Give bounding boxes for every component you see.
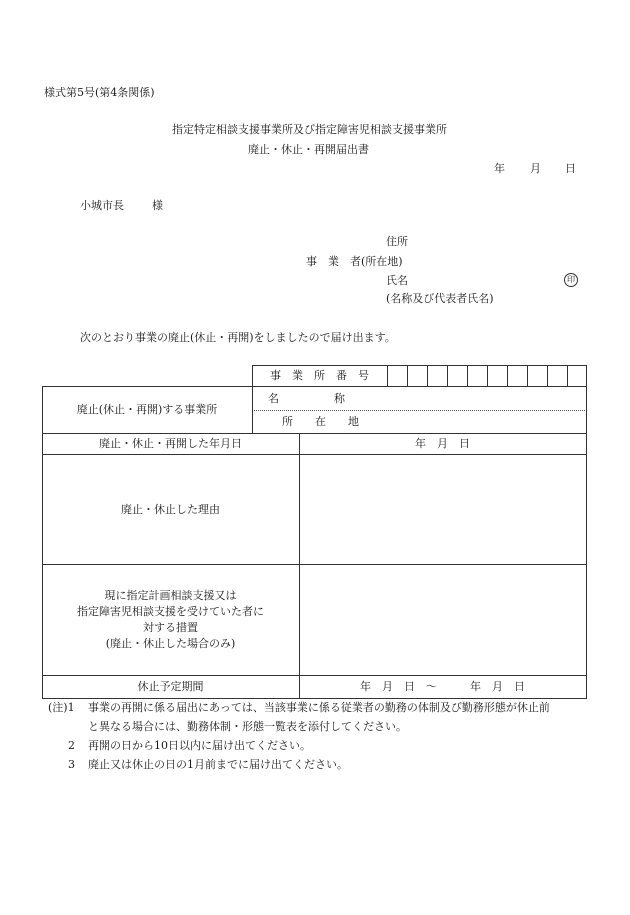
digit-box-divider <box>427 365 428 386</box>
reason-value-cell[interactable] <box>299 454 586 564</box>
date-row-label-cell <box>42 433 299 454</box>
office-section-label: 廃止(休止・再開)する事業所 <box>76 403 218 416</box>
note-3-number: 3 <box>68 758 75 771</box>
addressee-name: 小城市長 <box>80 199 124 212</box>
office-location-cell <box>282 410 586 433</box>
digit-box-divider <box>547 365 548 386</box>
note-2-text: 再開の日から10日以内に届け出てください。 <box>88 739 311 752</box>
digit-box-divider <box>507 365 508 386</box>
title-line-2: 廃止・休止・再開届出書 <box>248 143 369 156</box>
measures-value-cell[interactable] <box>299 564 586 675</box>
name-label: 氏名 <box>386 274 408 287</box>
seal-mark: 印 <box>564 273 578 287</box>
note-2-number: 2 <box>68 739 75 752</box>
office-number-label: 事 業 所 番 号 <box>270 369 369 382</box>
suspension-period-label-cell <box>42 675 299 698</box>
name-note: (名称及び代表者氏名) <box>386 292 494 305</box>
suspension-period-value-cell <box>299 675 586 698</box>
office-name-cell <box>268 386 586 410</box>
suspension-period-label: 休止予定期間 <box>137 680 204 693</box>
date-row-value-cell <box>299 433 586 454</box>
addressee-honorific: 様 <box>152 199 163 212</box>
digit-box-divider <box>567 365 568 386</box>
digit-box-divider <box>447 365 448 386</box>
notes-prefix: (注)1 <box>48 701 75 714</box>
reason-label: 廃止・休止した理由 <box>121 502 220 516</box>
measures-label-cell <box>42 564 299 675</box>
intro-text: 次のとおり事業の廃止(休止・再開)をしましたので届け出ます。 <box>80 331 396 344</box>
date-year-label: 年 <box>494 162 505 175</box>
office-section-label-cell <box>42 386 252 433</box>
operator-label: 事 業 者(所在地) <box>306 255 403 268</box>
digit-box-divider <box>387 365 388 386</box>
notification-form-table <box>42 365 587 699</box>
title-line-1: 指定特定相談支援事業所及び指定障害児相談支援事業所 <box>172 123 447 136</box>
digit-box-divider <box>487 365 488 386</box>
digit-box-divider <box>527 365 528 386</box>
rule-bottom <box>42 698 587 699</box>
address-label: 住所 <box>386 235 408 248</box>
date-day-label: 日 <box>565 162 576 175</box>
measures-label: 現に指定計画相談支援又は 指定障害児相談支援を受けていた者に 対する措置 (廃止・休止した場合のみ) <box>77 588 264 650</box>
note-1-line-1: 事業の再開に係る届出にあっては、当該事業に係る従業者の勤務の体制及び勤務形態が休止前 <box>88 701 550 714</box>
form-number: 様式第5号(第4条関係) <box>44 86 155 99</box>
rule-right <box>586 365 587 698</box>
digit-box-divider <box>407 365 408 386</box>
date-row-label: 廃止・休止・再開した年月日 <box>99 437 242 450</box>
date-month-label: 月 <box>530 162 541 175</box>
suspension-period-value: 年 月 日 ～ 年 月 日 <box>360 680 525 693</box>
office-name-label: 名 称 <box>268 391 345 405</box>
digit-box-divider <box>467 365 468 386</box>
office-location-label: 所 在 地 <box>282 415 359 428</box>
note-1-line-2: と異なる場合には、勤務体制・形態一覧表を添付してください。 <box>88 720 407 733</box>
note-3-text: 廃止又は休止の日の1月前までに届け出てください。 <box>88 758 348 771</box>
reason-label-cell <box>42 454 299 564</box>
date-row-value: 年 月 日 <box>415 437 470 450</box>
office-number-label-cell <box>252 365 387 386</box>
